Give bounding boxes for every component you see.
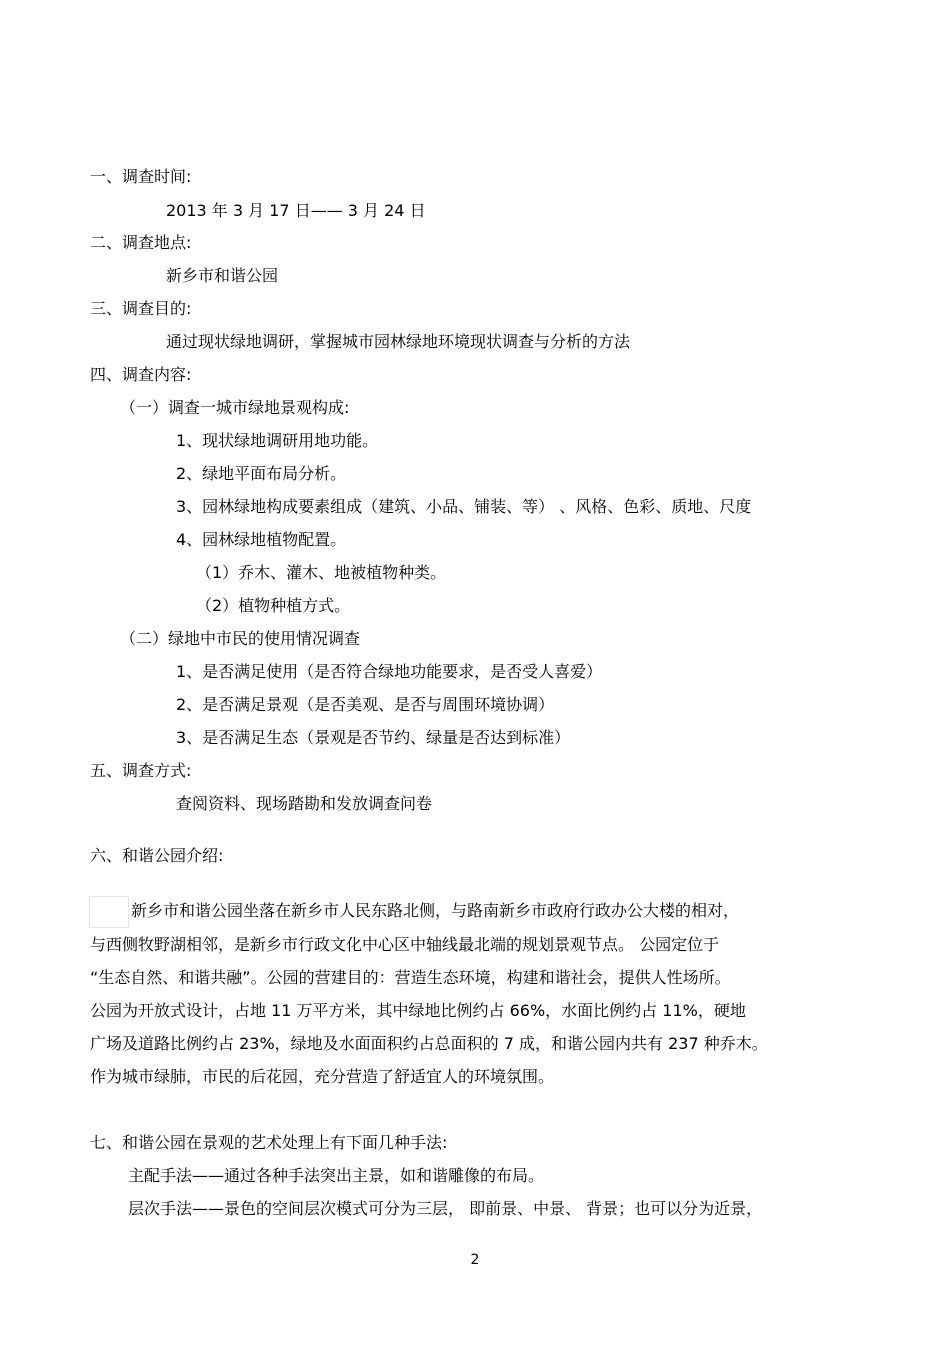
section-6-heading: 六、和谐公园介绍: bbox=[90, 846, 224, 865]
section-4-heading: 四、调查内容: bbox=[90, 365, 192, 384]
section-1-heading: 一、调查时间: bbox=[90, 167, 192, 186]
list-item: 2、是否满足景观（是否美观、是否与周围环境协调） bbox=[176, 695, 555, 714]
page-number: 2 bbox=[470, 1252, 480, 1268]
section-5-body: 查阅资料、现场踏勘和发放调查问卷 bbox=[176, 794, 433, 813]
section-2-heading: 二、调查地点: bbox=[90, 233, 192, 252]
paragraph-line: 作为城市绿肺，市民的后花园，充分营造了舒适宜人的环境氛围。 bbox=[90, 1066, 555, 1086]
section-4-subheading-1: （一）调查一城市绿地景观构成: bbox=[120, 398, 350, 417]
list-item: 2、绿地平面布局分析。 bbox=[176, 464, 347, 483]
paragraph-line: “生态自然、和谐共融”。公园的营建目的：营造生态环境，构建和谐社会，提供人性场所。 bbox=[90, 967, 731, 987]
list-subitem: （2）植物种植方式。 bbox=[196, 596, 351, 615]
paragraph-line: 广场及道路比例约占 23%，绿地及水面面积约占总面积的 7 成，和谐公园内共有 237 种乔木。 bbox=[90, 1033, 768, 1053]
paragraph-line: 新乡市和谐公园坐落在新乡市人民东路北侧，与路南新乡市政府行政办公大楼的相对， bbox=[90, 894, 870, 928]
section-4-subheading-2: （二）绿地中市民的使用情况调查 bbox=[120, 629, 361, 648]
list-item: 1、现状绿地调研用地功能。 bbox=[176, 431, 379, 450]
section-3-body: 通过现状绿地调研，掌握城市园林绿地环境现状调查与分析的方法 bbox=[166, 332, 631, 351]
section-1-body: 2013 年 3 月 17 日—— 3 月 24 日 bbox=[166, 201, 426, 220]
section-3-heading: 三、调查目的: bbox=[90, 299, 192, 318]
list-item: 4、园林绿地植物配置。 bbox=[176, 530, 347, 549]
section-2-body: 新乡市和谐公园 bbox=[166, 266, 279, 285]
park-introduction-paragraph bbox=[90, 894, 870, 1093]
section-7-heading: 七、和谐公园在景观的艺术处理上有下面几种手法: bbox=[90, 1133, 448, 1152]
paragraph-line: 与西侧牧野湖相邻，是新乡市行政文化中心区中轴线最北端的规划景观节点。 公园定位于 bbox=[90, 934, 720, 954]
list-item: 1、是否满足使用（是否符合绿地功能要求，是否受人喜爱） bbox=[176, 662, 603, 681]
paragraph-line: 公园为开放式设计，占地 11 万平方米，其中绿地比例约占 66%，水面比例约占 11%，硬地 bbox=[90, 1000, 746, 1020]
indent-box bbox=[89, 896, 129, 928]
list-item: 3、园林绿地构成要素组成（建筑、小品、铺装、等） 、风格、色彩、质地、尺度 bbox=[176, 497, 752, 516]
section-5-heading: 五、调查方式: bbox=[90, 761, 192, 780]
technique-item: 层次手法——景色的空间层次模式可分为三层， 即前景、中景、 背景；也可以分为近景， bbox=[128, 1199, 763, 1218]
list-item: 3、是否满足生态（景观是否节约、绿量是否达到标准） bbox=[176, 728, 571, 747]
list-subitem: （1）乔木、灌木、地被植物种类。 bbox=[196, 563, 447, 582]
technique-item: 主配手法——通过各种手法突出主景，如和谐雕像的布局。 bbox=[128, 1166, 545, 1185]
